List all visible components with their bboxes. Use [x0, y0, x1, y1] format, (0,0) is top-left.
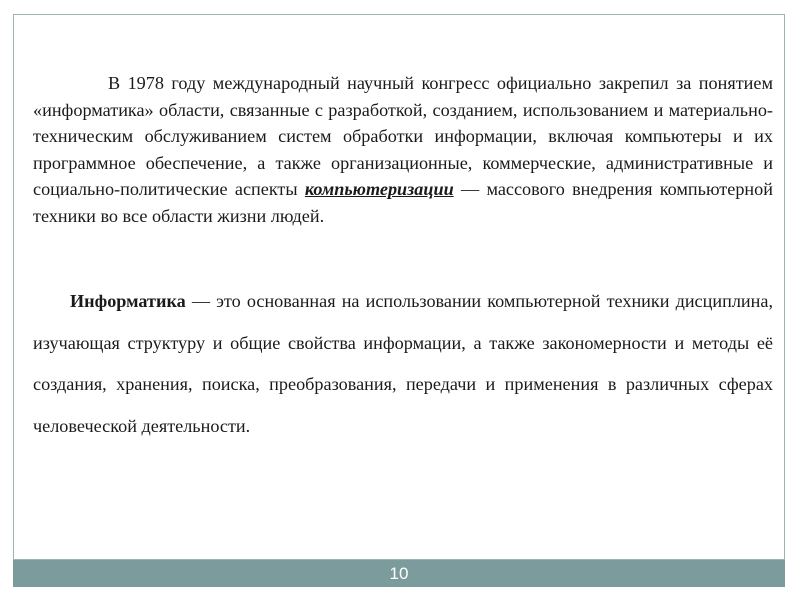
term-informatics: Информатика	[70, 291, 186, 311]
paragraph-1-text-after: — массового внедрения компьютерной техники во все области жизни людей.	[33, 179, 773, 226]
paragraph-1978-congress	[33, 70, 773, 229]
paragraph-1-text-before: В 1978 году международный научный конгресс официально закрепил за понятием «информатика» области, связанные с разработкой, созданием, использованием и материально-техническим обслуживанием систем обработки информации, включая компьютеры и их программное обеспечение, а также организационные, коммерческие, административные и социально-политические аспекты	[33, 73, 773, 199]
term-computerization: компьютеризации	[304, 179, 454, 199]
page-number: 10	[389, 563, 409, 583]
paragraph-informatics-definition	[33, 281, 773, 447]
paragraph-2-text-after: — это основанная на использовании компьютерной техники дисциплина, изучающая структуру и общие свойства информации, а также закономерности и методы её создания, хранения, поиска, преобразования, передачи и применения в различных сферах человеческой деятельности.	[33, 291, 773, 436]
footer-bar	[13, 560, 785, 587]
